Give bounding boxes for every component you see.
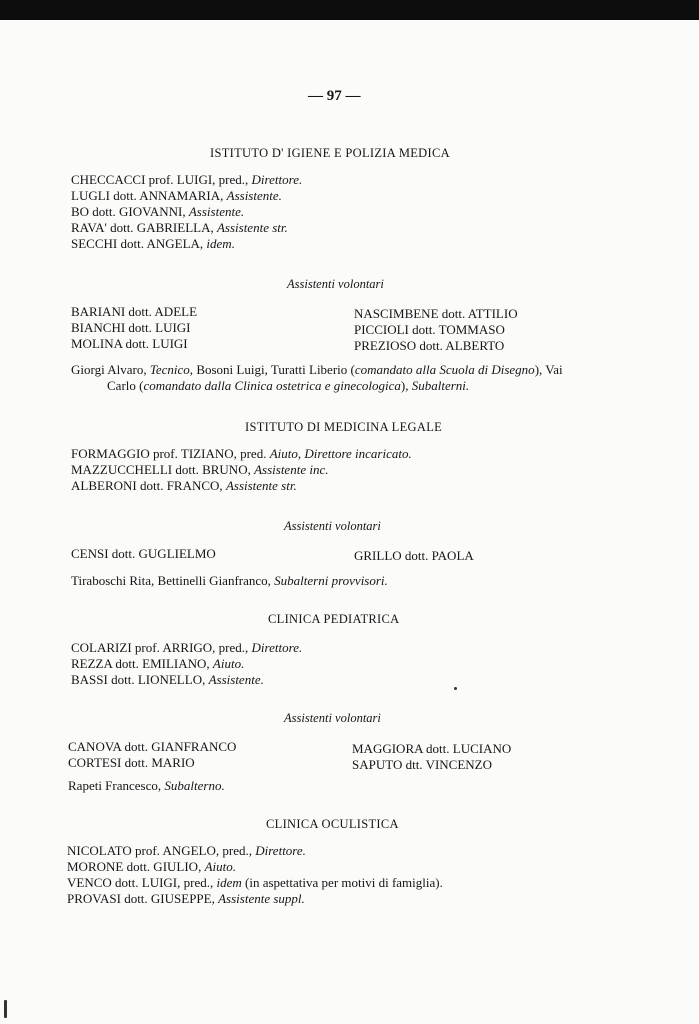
staff-line: SECCHI dott. ANGELA, idem. — [71, 236, 235, 251]
scan-speck — [4, 1000, 7, 1018]
section-title-pediatrica: CLINICA PEDIATRICA — [268, 612, 400, 626]
subalterni-line: Carlo (comandato dalla Clinica ostetrica e ginecologica), Subalterni. — [107, 378, 470, 393]
volunteer-name: PREZIOSO dott. ALBERTO — [354, 338, 505, 353]
volunteer-name: MAGGIORA dott. LUCIANO — [352, 741, 512, 756]
volunteer-name: SAPUTO dtt. VINCENZO — [352, 757, 493, 772]
volunteer-name: BARIANI dott. ADELE — [71, 304, 198, 319]
staff-line: REZZA dott. EMILIANO, Aiuto. — [71, 656, 245, 671]
staff-line: NICOLATO prof. ANGELO, pred., Direttore. — [67, 843, 306, 858]
scan-top-edge — [0, 0, 699, 20]
volunteers-heading: Assistenti volontari — [284, 711, 381, 725]
staff-line: LUGLI dott. ANNAMARIA, Assistente. — [71, 188, 282, 203]
subalterni-line: Rapeti Francesco, Subalterno. — [68, 778, 225, 793]
volunteers-heading: Assistenti volontari — [284, 519, 381, 533]
subalterni-line: Tiraboschi Rita, Bettinelli Gianfranco, Subalterni provvisori. — [71, 573, 388, 588]
staff-line: VENCO dott. LUIGI, pred., idem (in aspettativa per motivi di famiglia). — [67, 875, 443, 890]
section-title-igiene: ISTITUTO D' IGIENE E POLIZIA MEDICA — [210, 146, 450, 160]
staff-line: COLARIZI prof. ARRIGO, pred., Direttore. — [71, 640, 303, 655]
section-title-oculistica: CLINICA OCULISTICA — [266, 817, 399, 831]
volunteer-name: GRILLO dott. PAOLA — [354, 548, 474, 563]
volunteer-name: PICCIOLI dott. TOMMASO — [354, 322, 505, 337]
volunteers-heading: Assistenti volontari — [287, 277, 384, 291]
subalterni-line: Giorgi Alvaro, Tecnico, Bosoni Luigi, Turatti Liberio (comandato alla Scuola di Disegno), Vai — [71, 362, 563, 377]
volunteer-name: NASCIMBENE dott. ATTILIO — [354, 306, 518, 321]
staff-line: MORONE dott. GIULIO, Aiuto. — [67, 859, 236, 874]
staff-line: RAVA' dott. GABRIELLA, Assistente str. — [71, 220, 288, 235]
volunteer-name: CORTESI dott. MARIO — [68, 755, 195, 770]
staff-line: MAZZUCCHELLI dott. BRUNO, Assistente inc. — [71, 462, 329, 477]
staff-line: BASSI dott. LIONELLO, Assistente. — [71, 672, 264, 687]
staff-line: FORMAGGIO prof. TIZIANO, pred. Aiuto, Direttore incaricato. — [71, 446, 412, 461]
staff-line: BO dott. GIOVANNI, Assistente. — [71, 204, 245, 219]
staff-line: PROVASI dott. GIUSEPPE, Assistente suppl. — [67, 891, 305, 906]
staff-line: CHECCACCI prof. LUIGI, pred., Direttore. — [71, 172, 303, 187]
volunteer-name: CENSI dott. GUGLIELMO — [71, 546, 216, 561]
page-number: — 97 — — [308, 88, 361, 104]
section-title-legale: ISTITUTO DI MEDICINA LEGALE — [245, 420, 443, 434]
staff-line: ALBERONI dott. FRANCO, Assistente str. — [71, 478, 297, 493]
volunteer-name: MOLINA dott. LUIGI — [71, 336, 188, 351]
scan-speck — [454, 687, 457, 690]
volunteer-name: BIANCHI dott. LUIGI — [71, 320, 191, 335]
volunteer-name: CANOVA dott. GIANFRANCO — [68, 739, 237, 754]
